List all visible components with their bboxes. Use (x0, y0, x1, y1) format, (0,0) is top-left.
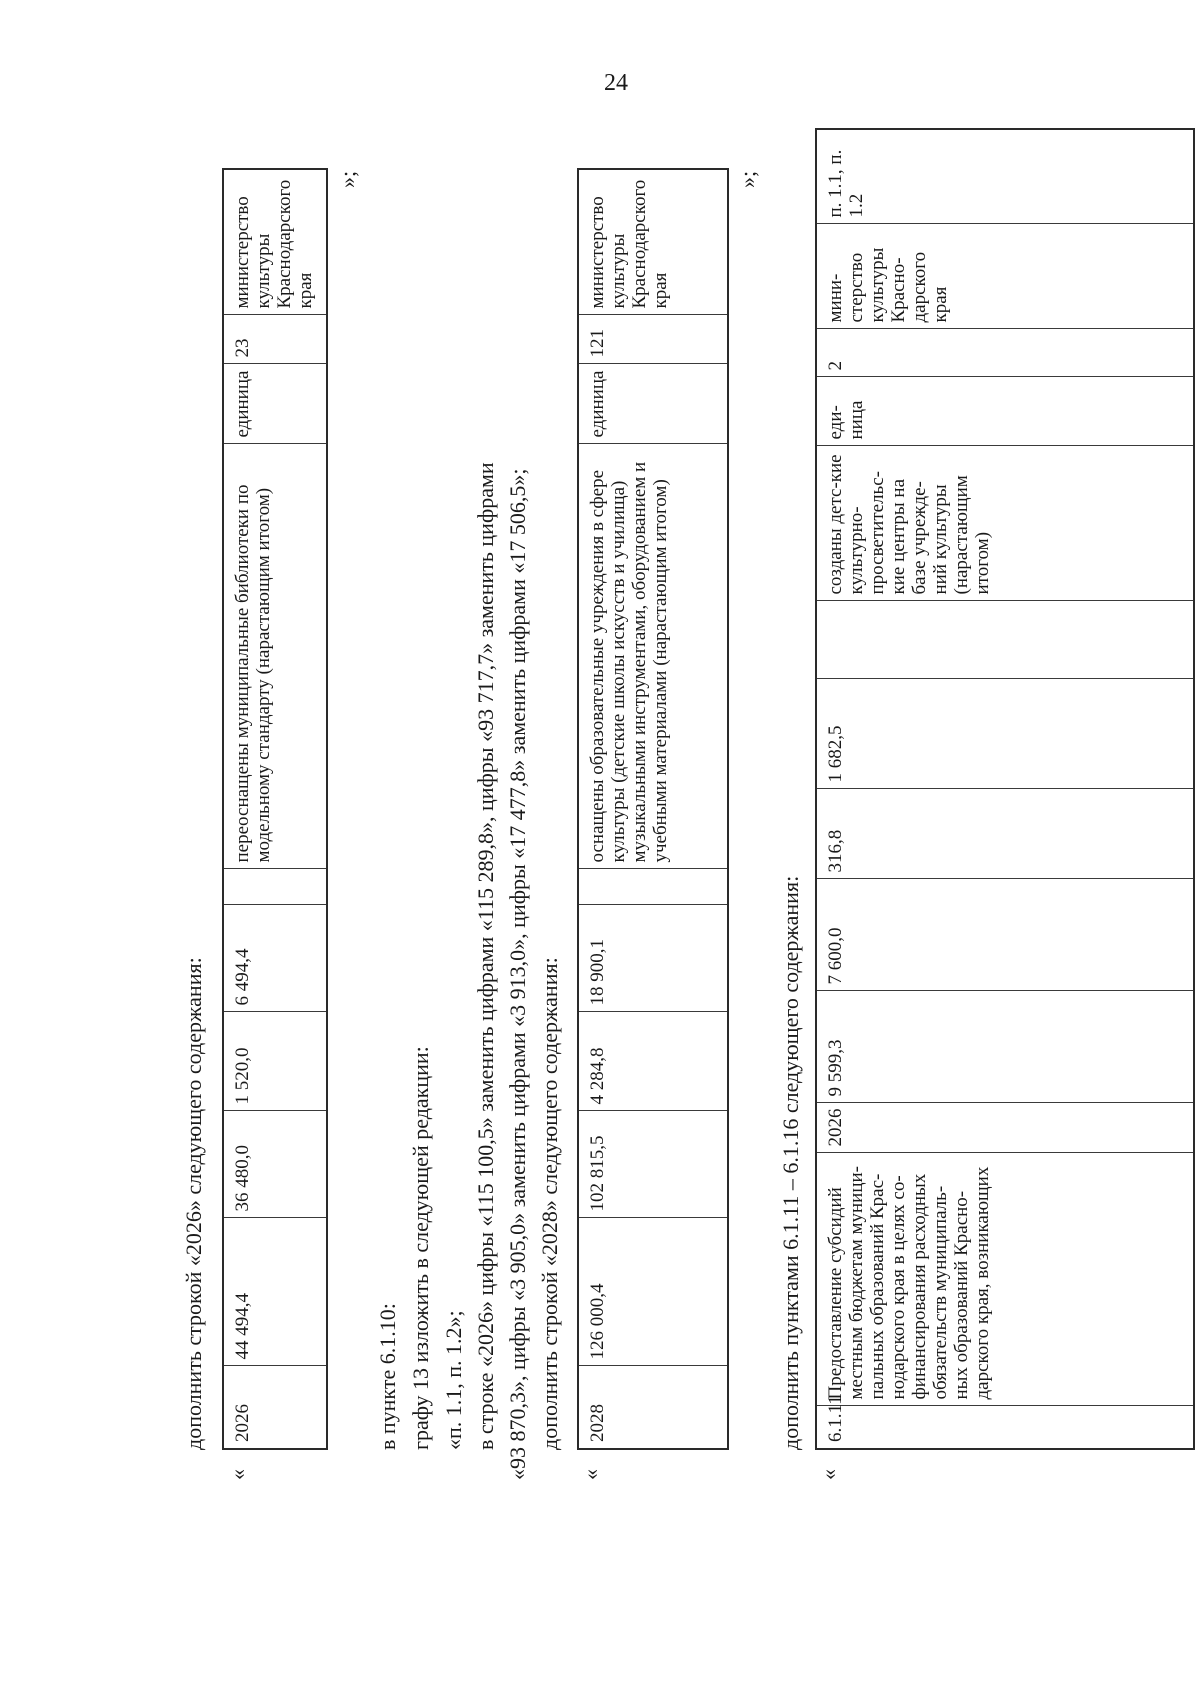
para-column-refs: «п. 1.1, п. 1.2»; (441, 1310, 466, 1450)
cell-value: 23 (223, 315, 327, 364)
cell-federal: 7 600,0 (816, 879, 1194, 991)
cell-refs: п. 1.1, п. 1.2 (816, 129, 1194, 224)
cell-federal: 36 480,0 (223, 1111, 327, 1218)
page-number: 24 (604, 70, 628, 96)
cell-regional: 1 520,0 (223, 1012, 327, 1111)
cell-empty (223, 869, 327, 905)
table-row-2026 (222, 168, 328, 1450)
cell-value: 121 (578, 315, 728, 364)
cell-local: 6 494,4 (223, 905, 327, 1012)
table-point-6-1-11 (815, 128, 1195, 1450)
cell-responsible: министерство культуры Краснодарского края (223, 169, 327, 315)
cell-local: 1 682,5 (816, 679, 1194, 789)
cell-federal: 102 815,5 (578, 1111, 728, 1218)
cell-total: 9 599,3 (816, 991, 1194, 1103)
para-replace-line-1: в строке «2026» цифры «115 100,5» заменить цифрами «115 289,8», цифры «93 717,7» заменить цифрами (473, 462, 498, 1450)
cell-local: 18 900,1 (578, 905, 728, 1012)
cell-year: 2028 (578, 1366, 728, 1449)
open-quote: « (225, 1469, 250, 1480)
cell-unit: единица (223, 364, 327, 444)
close-quote: »; (735, 170, 760, 188)
cell-year: 2026 (223, 1366, 327, 1449)
cell-value: 2 (816, 329, 1194, 377)
cell-point-number: 6.1.11 (816, 1406, 1194, 1449)
cell-event-name: Предоставление субсидий местным бюджетам муници-пальных образований Крас-нодарского края в целях со-финансирования расходных обязательств муниципаль-ных образований Красно-дарского края, возникающих (816, 1153, 1194, 1406)
cell-indicator: переоснащены муниципальные библиотеки по модельному стандарту (нарастающим итогом) (223, 444, 327, 869)
cell-indicator: созданы детс-кие культурно-просветительс-кие центры на базе учрежде-ний культуры (нарастающим итогом) (816, 446, 1194, 601)
cell-unit: еди-ница (816, 377, 1194, 446)
para-replace-line-2: «93 870,3», цифры «3 905,0» заменить цифрами «3 913,0», цифры «17 477,8» заменить цифрами «17 506,5»; (505, 468, 530, 1480)
cell-responsible: министерство культуры Краснодарского края (578, 169, 728, 315)
cell-regional: 316,8 (816, 789, 1194, 879)
intro-add-row-2026: дополнить строкой «2026» следующего содержания: (181, 957, 206, 1450)
cell-indicator: оснащены образовательные учреждения в сфере культуры (детские школы искусств и училища) музыкальными инструментами, оборудованием и учебными материалами (нарастающим итогом) (578, 444, 728, 869)
intro-add-points-6-1-11: дополнить пунктами 6.1.11 – 6.1.16 следующего содержания: (778, 875, 803, 1450)
cell-unit: единица (578, 364, 728, 444)
rotated-content (175, 150, 1200, 1600)
para-column-13: графу 13 изложить в следующей редакции: (408, 1046, 433, 1450)
cell-empty (816, 601, 1194, 679)
close-quote: »; (335, 170, 360, 188)
cell-total: 126 000,4 (578, 1218, 728, 1366)
cell-regional: 4 284,8 (578, 1012, 728, 1111)
table-row-2028 (577, 168, 729, 1450)
intro-add-row-2028: дополнить строкой «2028» следующего содержания: (537, 957, 562, 1450)
cell-empty (578, 869, 728, 905)
cell-total: 44 494,4 (223, 1218, 327, 1366)
open-quote: « (578, 1469, 603, 1480)
para-point-6-1-10: в пункте 6.1.10: (375, 1303, 400, 1450)
cell-responsible: мини-стерство культуры Красно-дарского края (816, 224, 1194, 329)
cell-year: 2026 (816, 1103, 1194, 1153)
open-quote: « (816, 1469, 841, 1480)
